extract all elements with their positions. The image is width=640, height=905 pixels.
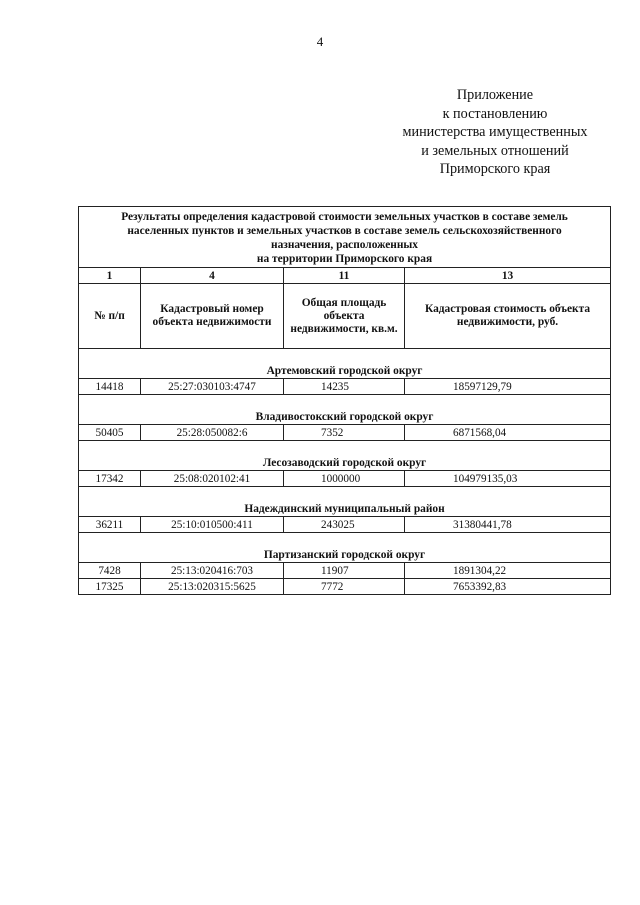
cell-row-number: 50405 bbox=[79, 425, 141, 441]
table-row bbox=[79, 471, 611, 487]
column-number: 4 bbox=[141, 268, 284, 284]
cell-value: 31380441,78 bbox=[405, 517, 611, 533]
group-spacer bbox=[79, 487, 611, 502]
header-total-area: Общая площадь объекта недвижимости, кв.м. bbox=[284, 284, 405, 349]
cell-cadastral-number: 25:10:010500:411 bbox=[141, 517, 284, 533]
cell-cadastral-number: 25:08:020102:41 bbox=[141, 471, 284, 487]
page-number: 4 bbox=[316, 34, 324, 49]
appendix-line: к постановлению bbox=[442, 105, 548, 122]
column-number: 11 bbox=[284, 268, 405, 284]
cell-cadastral-number: 25:13:020416:703 bbox=[141, 563, 284, 579]
appendix-line: Приложение bbox=[456, 87, 534, 103]
cell-area: 7772 bbox=[284, 579, 405, 595]
table-title-line: населенных пунктов и земельных участков в составе земель сельскохозяйственного bbox=[127, 225, 562, 237]
header-row-number: № п/п bbox=[79, 284, 141, 349]
region-heading: Надеждинский муниципальный район bbox=[79, 501, 611, 517]
table-row bbox=[79, 579, 611, 595]
group-spacer bbox=[79, 349, 611, 364]
cadastral-value-table bbox=[78, 206, 611, 595]
cell-area: 243025 bbox=[284, 517, 405, 533]
appendix-block bbox=[384, 86, 606, 179]
cell-row-number: 36211 bbox=[79, 517, 141, 533]
table-title bbox=[79, 207, 611, 268]
table-row bbox=[79, 425, 611, 441]
header-cadastral-value: Кадастровая стоимость объекта недвижимости, руб. bbox=[405, 284, 611, 349]
cell-row-number: 17342 bbox=[79, 471, 141, 487]
header-cadastral-number: Кадастровый номер объекта недвижимости bbox=[141, 284, 284, 349]
group-spacer bbox=[79, 533, 611, 548]
column-number: 1 bbox=[79, 268, 141, 284]
cell-cadastral-number: 25:28:050082:6 bbox=[141, 425, 284, 441]
cell-row-number: 14418 bbox=[79, 379, 141, 395]
table-row bbox=[79, 563, 611, 579]
table-title-line: на территории Приморского края bbox=[256, 253, 433, 265]
cell-value: 7653392,83 bbox=[405, 579, 611, 595]
region-heading: Владивостокский городской округ bbox=[79, 409, 611, 425]
cell-area: 11907 bbox=[284, 563, 405, 579]
cell-value: 104979135,03 bbox=[405, 471, 611, 487]
cell-row-number: 7428 bbox=[79, 563, 141, 579]
table-row bbox=[79, 379, 611, 395]
group-spacer bbox=[79, 395, 611, 410]
region-heading: Лесозаводский городской округ bbox=[79, 455, 611, 471]
region-heading: Партизанский городской округ bbox=[79, 547, 611, 563]
cell-area: 14235 bbox=[284, 379, 405, 395]
column-number: 13 bbox=[405, 268, 611, 284]
cell-value: 18597129,79 bbox=[405, 379, 611, 395]
cell-area: 1000000 bbox=[284, 471, 405, 487]
cell-row-number: 17325 bbox=[79, 579, 141, 595]
cell-value: 1891304,22 bbox=[405, 563, 611, 579]
table-title-line: Результаты определения кадастровой стоимости земельных участков в составе земель bbox=[121, 211, 568, 223]
cell-cadastral-number: 25:13:020315:5625 bbox=[141, 579, 284, 595]
appendix-line: Приморского края bbox=[439, 161, 551, 178]
table-row bbox=[79, 517, 611, 533]
region-heading: Артемовский городской округ bbox=[79, 363, 611, 379]
appendix-line: министерства имущественных bbox=[402, 124, 588, 141]
table-title-line: назначения, расположенных bbox=[271, 239, 418, 251]
cell-area: 7352 bbox=[284, 425, 405, 441]
group-spacer bbox=[79, 441, 611, 456]
cell-value: 6871568,04 bbox=[405, 425, 611, 441]
appendix-line: и земельных отношений bbox=[421, 142, 569, 159]
cell-cadastral-number: 25:27:030103:4747 bbox=[141, 379, 284, 395]
